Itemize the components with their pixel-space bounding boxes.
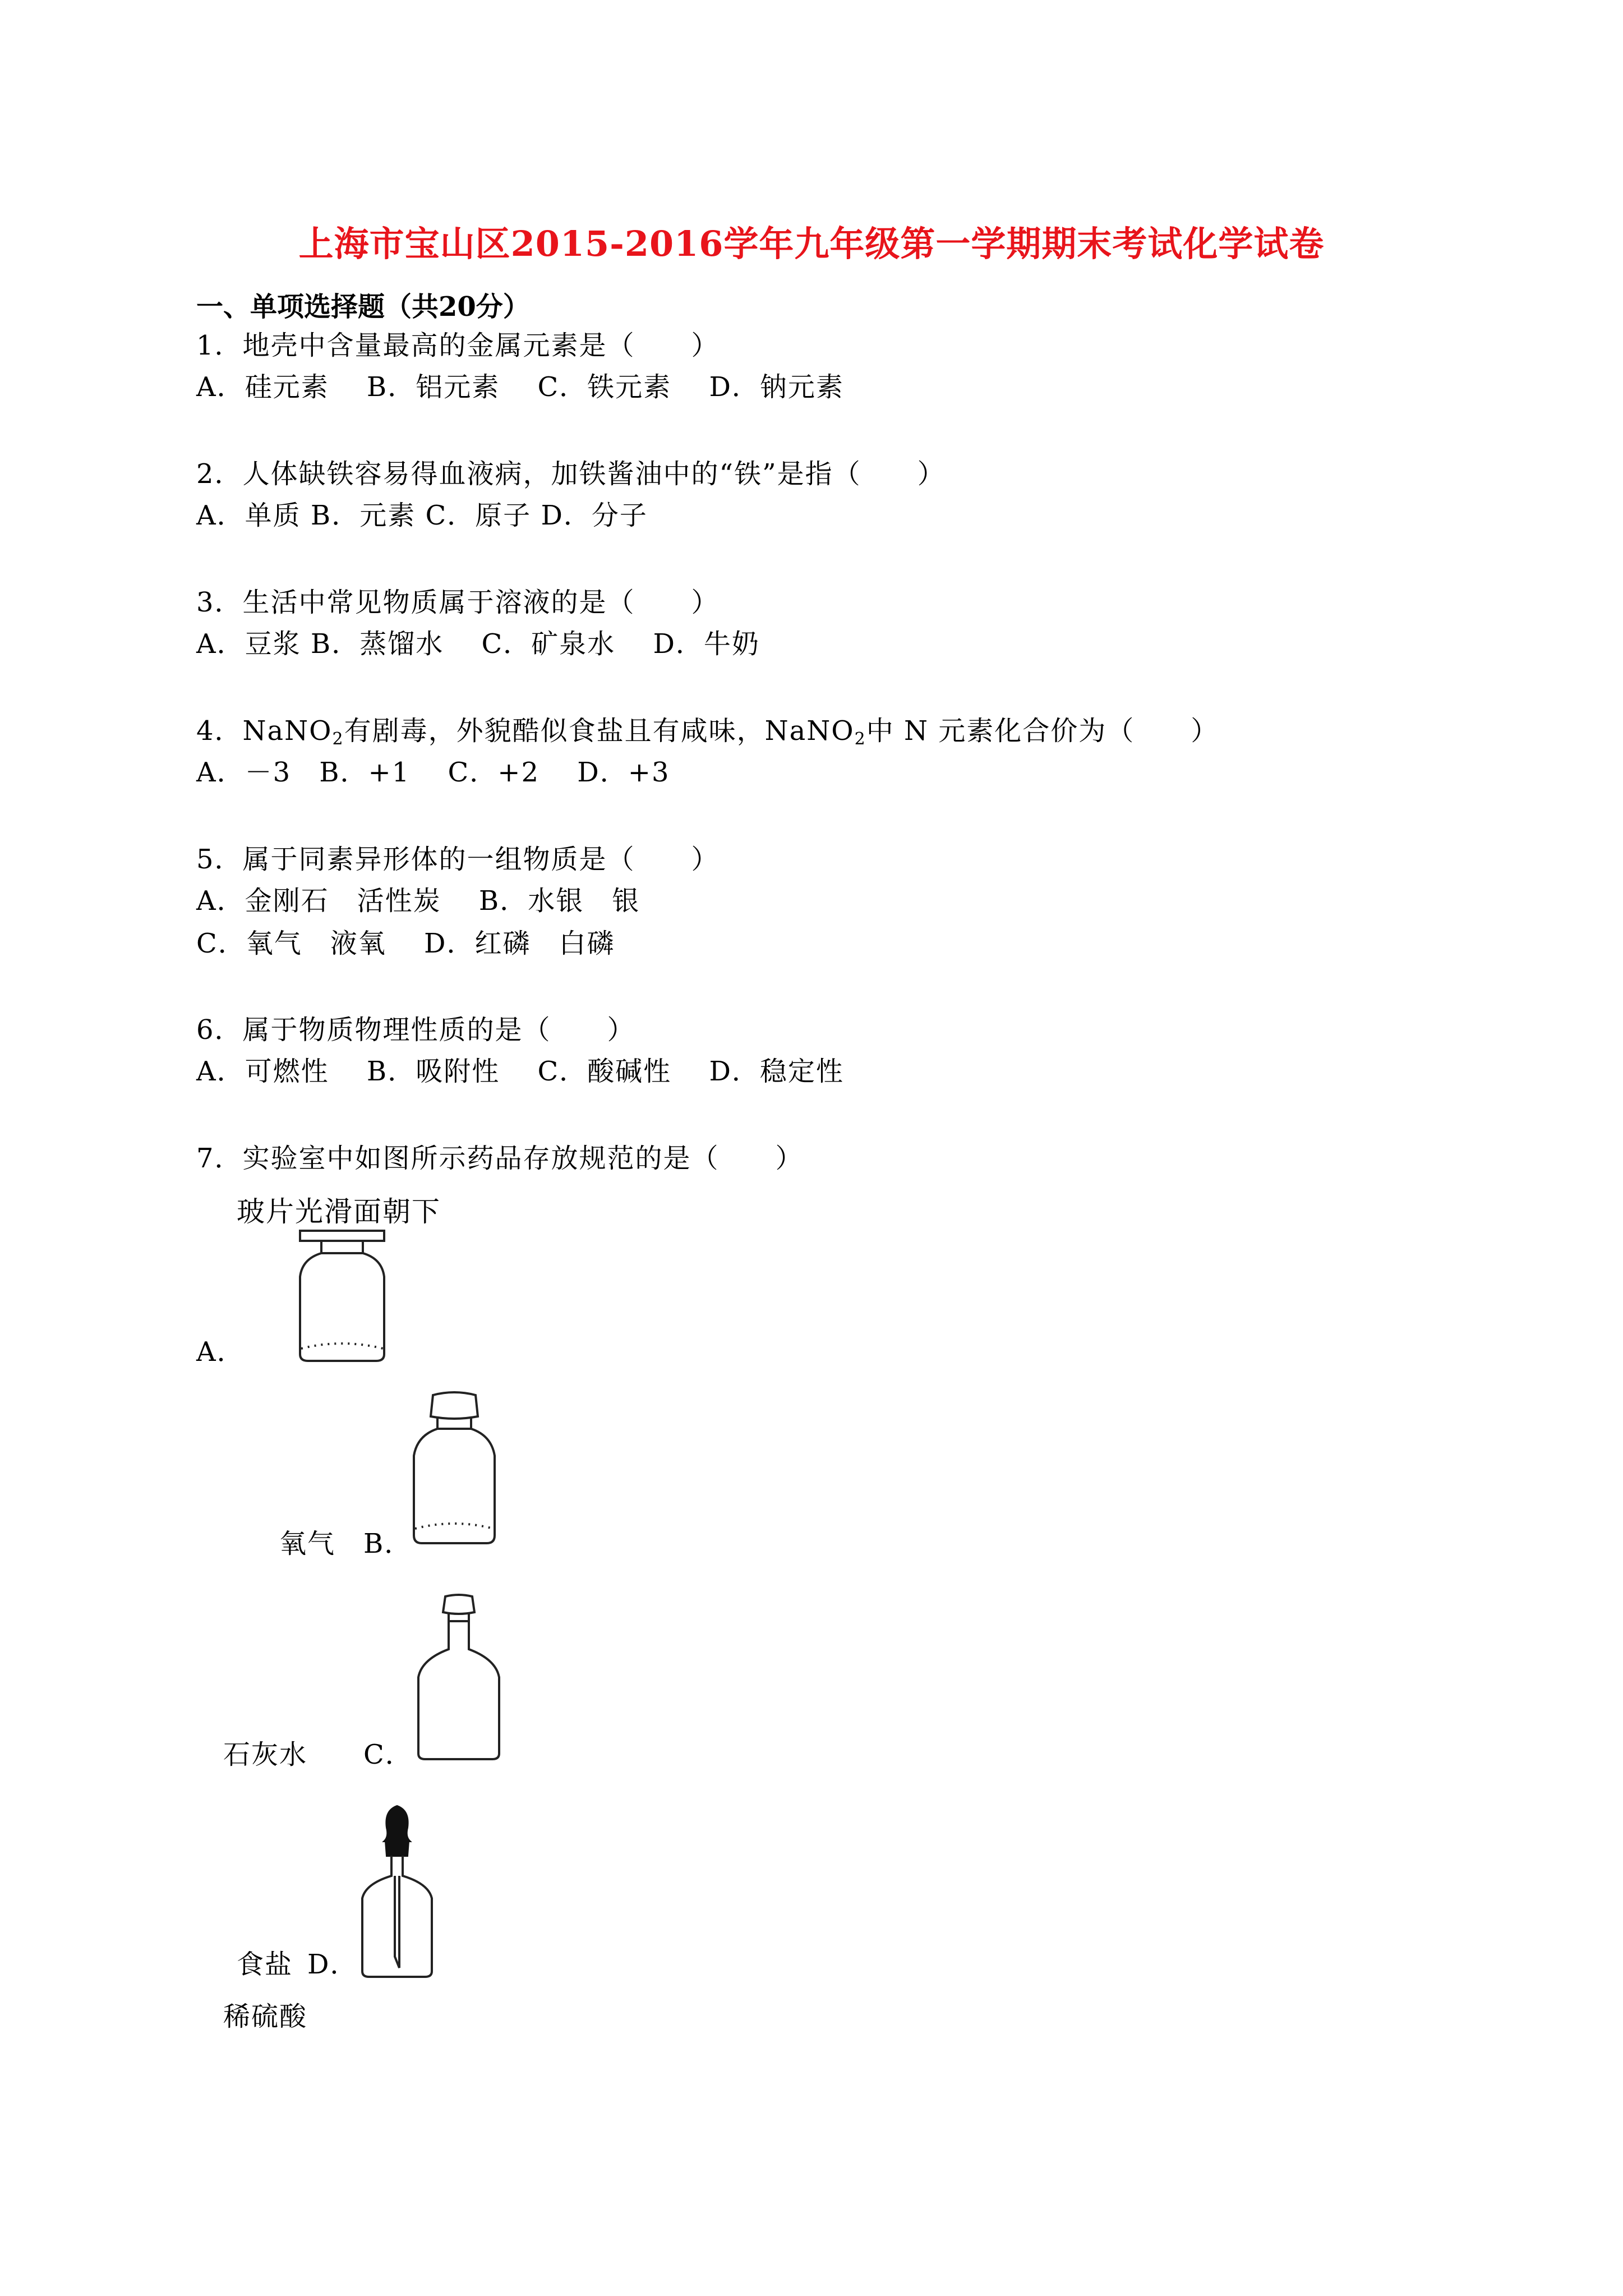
question-6-options: A．可燃性 B．吸附性 C．酸碱性 D．稳定性 [196, 1056, 844, 1087]
wide-mouth-jar-plate-icon [294, 1228, 390, 1363]
question-2-stem: 2．人体缺铁容易得血液病，加铁酱油中的“铁”是指（ ） [196, 458, 946, 490]
question-5-options-row2: C．氧气 液氧 D．红磷 白磷 [196, 928, 615, 959]
question-4-options: A．－3 B．+1 C．+2 D．+3 [196, 757, 670, 788]
bottle-a-caption: 玻片光滑面朝下 [237, 1195, 441, 1228]
question-3-options: A．豆浆 B．蒸馏水 C．矿泉水 D．牛奶 [196, 628, 760, 660]
exam-title: 上海市宝山区2015-2016学年九年级第一学期期末考试化学试卷 [298, 223, 1325, 264]
option-a-name: 氧气 [279, 1528, 336, 1559]
question-1-stem: 1．地壳中含量最高的金属元素是（ ） [196, 330, 720, 361]
option-d-name: 稀硫酸 [223, 2001, 308, 2032]
question-7-stem: 7．实验室中如图所示药品存放规范的是（ ） [196, 1143, 804, 1174]
option-a-label: A． [196, 1336, 245, 1368]
option-b-name: 石灰水 [223, 1739, 308, 1770]
option-b-label: B． [363, 1528, 413, 1559]
option-d-label: D． [307, 1949, 358, 1980]
question-3-stem: 3．生活中常见物质属于溶液的是（ ） [196, 587, 720, 618]
question-5-options-row1: A．金刚石 活性炭 B．水银 银 [196, 885, 640, 917]
narrow-mouth-bottle-icon [414, 1593, 504, 1761]
option-c-label: C． [363, 1739, 413, 1770]
question-4-stem: 4．NaNO$_2$有剧毒，外貌酷似食盐且有咸味，NaNO$_2$中 N 元素化合价为（ ） [196, 715, 1219, 749]
dropper-bottle-icon [358, 1805, 436, 1979]
question-6-stem: 6．属于物质物理性质的是（ ） [196, 1014, 635, 1046]
section-heading: 一、单项选择题（共20分） [196, 291, 530, 323]
wide-mouth-jar-stopper-icon [409, 1388, 499, 1545]
question-2-options: A．单质 B．元素 C．原子 D．分子 [196, 500, 648, 531]
question-5-stem: 5．属于同素异形体的一组物质是（ ） [196, 844, 720, 875]
option-c-name: 食盐 [237, 1949, 293, 1980]
question-1-options: A．硅元素 B．铝元素 C．铁元素 D．钠元素 [196, 371, 844, 403]
